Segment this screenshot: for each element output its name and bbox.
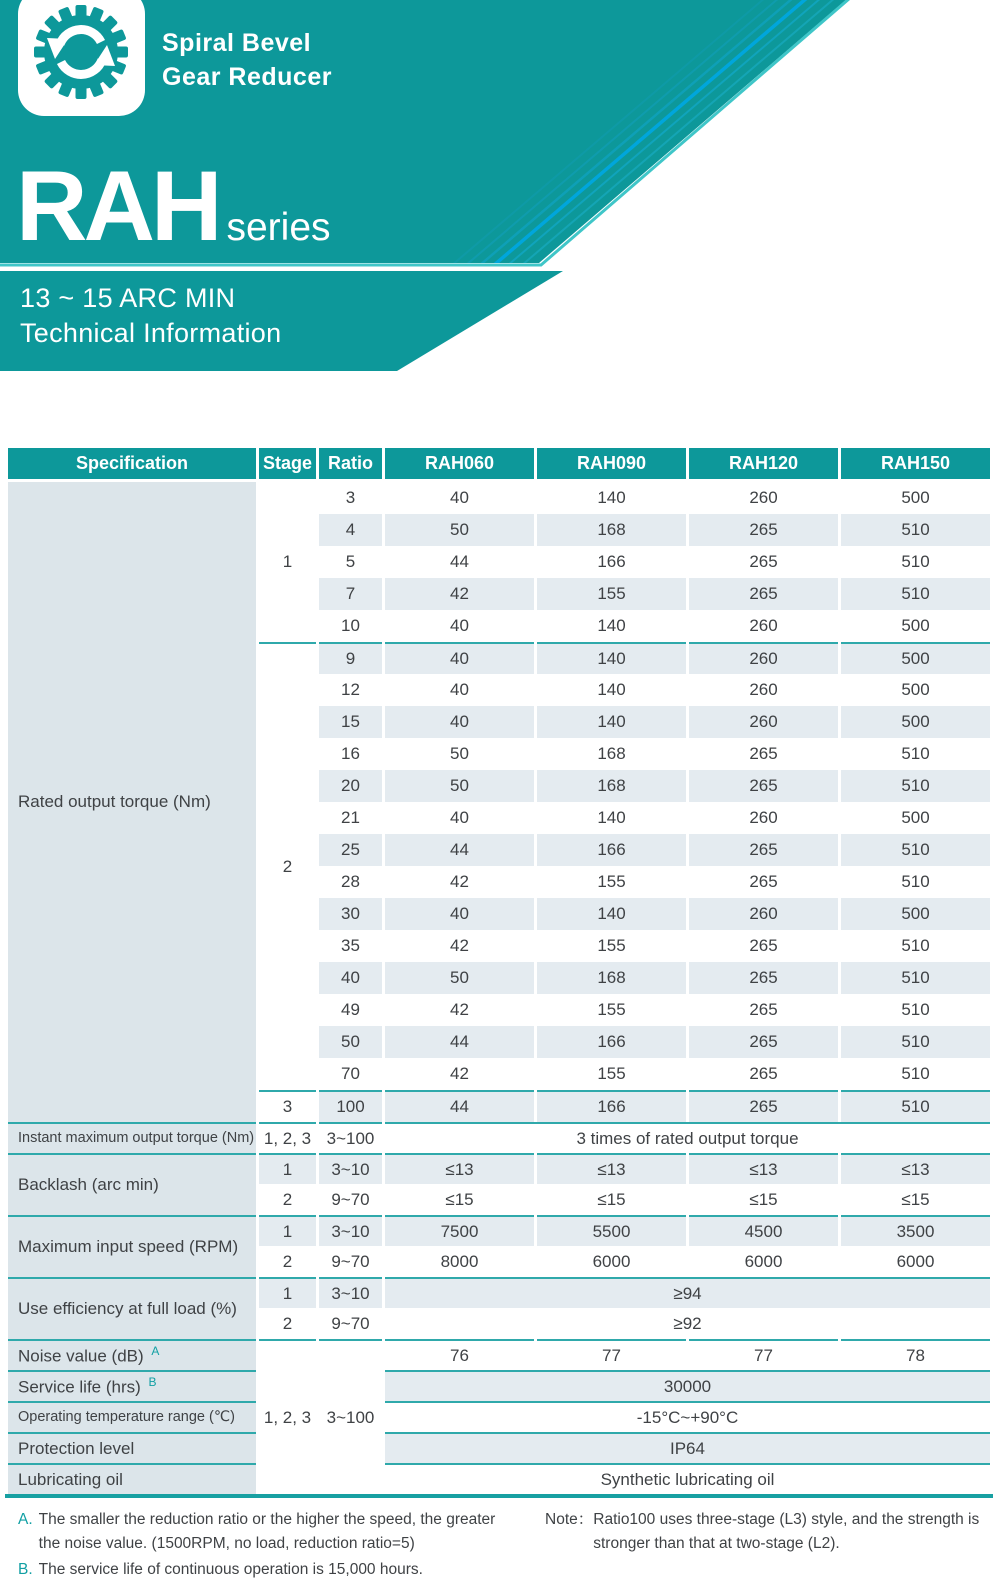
spec-noise: Noise value (dB) $^A$ <box>8 1339 256 1370</box>
value-cell: 265 <box>689 770 838 802</box>
header-rah150: RAH150 <box>841 448 990 482</box>
value-cell: 166 <box>537 546 686 578</box>
series-title <box>16 150 331 261</box>
header-specification: Specification <box>8 448 256 482</box>
header-stage: Stage <box>259 448 316 482</box>
ratio-cell: 28 <box>319 866 382 898</box>
value-cell: ≤13 <box>841 1153 990 1184</box>
value-cell-merged: ≥94 <box>385 1277 990 1308</box>
ratio-cell: 16 <box>319 738 382 770</box>
value-cell: 42 <box>385 994 534 1026</box>
value-cell: 510 <box>841 834 990 866</box>
footnote-b-marker: B. <box>18 1561 33 1578</box>
value-cell: ≤13 <box>537 1153 686 1184</box>
value-cell: 260 <box>689 706 838 738</box>
ratio-cell: 7 <box>319 578 382 610</box>
ratio-cell: 3~100 <box>319 1122 382 1153</box>
ratio-cell: 49 <box>319 994 382 1026</box>
footnote-a-text: The smaller the reduction ratio or the higher the speed, the greater the noise value. (1500RPM, no load, reduction ratio=5) <box>38 1511 496 1552</box>
spec-rated-output-torque: Rated output torque (Nm) <box>8 482 256 1122</box>
value-cell: 6000 <box>841 1246 990 1277</box>
value-cell: 500 <box>841 898 990 930</box>
stage-cell: 1 <box>259 1153 316 1184</box>
value-cell: 265 <box>689 866 838 898</box>
spec-operating: Operating temperature range (℃) <box>8 1401 256 1432</box>
banner-line2: Technical Information <box>20 318 282 348</box>
value-cell: 265 <box>689 578 838 610</box>
value-cell: 140 <box>537 802 686 834</box>
value-cell-merged: IP64 <box>385 1432 990 1463</box>
value-cell: 140 <box>537 610 686 642</box>
spec-max-input-speed: Maximum input speed (RPM) <box>8 1215 256 1277</box>
value-cell: 260 <box>689 642 838 674</box>
value-cell: 140 <box>537 482 686 514</box>
footnote-marker: A <box>151 1343 160 1358</box>
value-cell: 40 <box>385 802 534 834</box>
value-cell: 265 <box>689 962 838 994</box>
value-cell: 44 <box>385 1090 534 1122</box>
ratio-cell: 9 <box>319 642 382 674</box>
footnote-a-marker: A. <box>18 1511 33 1528</box>
value-cell: 40 <box>385 610 534 642</box>
spec-protection: Protection level <box>8 1432 256 1463</box>
ratio-cell: 3~10 <box>319 1153 382 1184</box>
value-cell: 44 <box>385 834 534 866</box>
brand-title <box>162 26 332 94</box>
value-cell-merged: 3 times of rated output torque <box>385 1122 990 1153</box>
stage-cell: 3 <box>259 1090 316 1122</box>
value-cell: 500 <box>841 642 990 674</box>
header-rah060: RAH060 <box>385 448 534 482</box>
value-cell: 500 <box>841 802 990 834</box>
value-cell: 166 <box>537 1090 686 1122</box>
footnote-note-text: Ratio100 uses three-stage (L3) style, and the strength is stronger than that at two-stage (L2). <box>593 1511 980 1552</box>
series-suffix: series <box>226 206 331 249</box>
header-ratio: Ratio <box>319 448 382 482</box>
header-rah120: RAH120 <box>689 448 838 482</box>
value-cell-merged: 30000 <box>385 1370 990 1401</box>
value-cell: 40 <box>385 674 534 706</box>
ratio-cell: 9~70 <box>319 1246 382 1277</box>
value-cell: 44 <box>385 546 534 578</box>
value-cell: 166 <box>537 834 686 866</box>
ratio-cell: 30 <box>319 898 382 930</box>
ratio-cell: 9~70 <box>319 1308 382 1339</box>
stage-cell: 2 <box>259 642 316 1090</box>
value-cell: 78 <box>841 1339 990 1370</box>
value-cell: 4500 <box>689 1215 838 1246</box>
ratio-cell: 3 <box>319 482 382 514</box>
value-cell: 265 <box>689 834 838 866</box>
value-cell: ≤13 <box>385 1153 534 1184</box>
footnote-marker: B <box>148 1374 157 1389</box>
value-cell: 7500 <box>385 1215 534 1246</box>
value-cell: 140 <box>537 898 686 930</box>
value-cell: 500 <box>841 482 990 514</box>
value-cell: 42 <box>385 578 534 610</box>
value-cell: 500 <box>841 674 990 706</box>
value-cell: 140 <box>537 642 686 674</box>
value-cell: 40 <box>385 482 534 514</box>
value-cell: 510 <box>841 514 990 546</box>
footnote-note <box>545 1508 997 1556</box>
value-cell: 155 <box>537 866 686 898</box>
ratio-cell: 3~10 <box>319 1277 382 1308</box>
value-cell: 5500 <box>537 1215 686 1246</box>
stage-cell: 2 <box>259 1184 316 1215</box>
stage-cell: 1 <box>259 1215 316 1246</box>
stage-cell: 2 <box>259 1246 316 1277</box>
ratio-cell: 10 <box>319 610 382 642</box>
value-cell: 510 <box>841 930 990 962</box>
spec-backlash: Backlash (arc min) <box>8 1153 256 1215</box>
hero-banner <box>0 0 1000 425</box>
value-cell: ≤15 <box>385 1184 534 1215</box>
value-cell: 265 <box>689 1026 838 1058</box>
ratio-cell: 21 <box>319 802 382 834</box>
value-cell: 40 <box>385 898 534 930</box>
value-cell: 50 <box>385 962 534 994</box>
value-cell: 260 <box>689 674 838 706</box>
spec-lubricating: Lubricating oil <box>8 1463 256 1494</box>
ratio-cell: 9~70 <box>319 1184 382 1215</box>
value-cell: 166 <box>537 1026 686 1058</box>
spec-instant-max-torque: Instant maximum output torque (Nm) <box>8 1122 256 1153</box>
value-cell: 168 <box>537 770 686 802</box>
value-cell: ≤15 <box>841 1184 990 1215</box>
value-cell: 155 <box>537 930 686 962</box>
value-cell: 3500 <box>841 1215 990 1246</box>
value-cell: 42 <box>385 930 534 962</box>
value-cell: 155 <box>537 994 686 1026</box>
value-cell: 510 <box>841 1090 990 1122</box>
value-cell: 155 <box>537 578 686 610</box>
stage-cell: 2 <box>259 1308 316 1339</box>
ratio-cell: 3~100 <box>319 1339 382 1494</box>
value-cell: ≤15 <box>689 1184 838 1215</box>
value-cell: 40 <box>385 706 534 738</box>
logo <box>18 0 145 116</box>
value-cell: 500 <box>841 706 990 738</box>
footnote-note-label: Note： <box>545 1511 594 1528</box>
value-cell-merged: Synthetic lubricating oil <box>385 1463 990 1494</box>
header-rah090: RAH090 <box>537 448 686 482</box>
footnote-b-text: The service life of continuous operation is 15,000 hours. <box>38 1561 423 1578</box>
value-cell: 510 <box>841 738 990 770</box>
value-cell: 510 <box>841 770 990 802</box>
value-cell: ≤15 <box>537 1184 686 1215</box>
sub-banner-text <box>20 281 281 351</box>
value-cell: 140 <box>537 674 686 706</box>
ratio-cell: 12 <box>319 674 382 706</box>
value-cell: 510 <box>841 578 990 610</box>
value-cell: 265 <box>689 1058 838 1090</box>
value-cell: ≤13 <box>689 1153 838 1184</box>
ratio-cell: 35 <box>319 930 382 962</box>
value-cell: 6000 <box>537 1246 686 1277</box>
value-cell: 265 <box>689 514 838 546</box>
value-cell: 50 <box>385 738 534 770</box>
value-cell: 510 <box>841 1026 990 1058</box>
value-cell: 500 <box>841 610 990 642</box>
value-cell: 77 <box>537 1339 686 1370</box>
value-cell: 265 <box>689 1090 838 1122</box>
ratio-cell: 4 <box>319 514 382 546</box>
value-cell: 510 <box>841 546 990 578</box>
value-cell: 8000 <box>385 1246 534 1277</box>
value-cell: 265 <box>689 546 838 578</box>
value-cell: 265 <box>689 930 838 962</box>
value-cell: 168 <box>537 962 686 994</box>
banner-line1: 13 ~ 15 ARC MIN <box>20 283 236 313</box>
stage-cell: 1, 2, 3 <box>259 1122 316 1153</box>
ratio-cell: 70 <box>319 1058 382 1090</box>
value-cell: 168 <box>537 514 686 546</box>
stage-cell: 1, 2, 3 <box>259 1339 316 1494</box>
value-cell: 510 <box>841 1058 990 1090</box>
value-cell: 260 <box>689 610 838 642</box>
value-cell: 510 <box>841 866 990 898</box>
value-cell: 168 <box>537 738 686 770</box>
value-cell: 77 <box>689 1339 838 1370</box>
ratio-cell: 100 <box>319 1090 382 1122</box>
ratio-cell: 25 <box>319 834 382 866</box>
footnote-b <box>18 1558 498 1580</box>
ratio-cell: 5 <box>319 546 382 578</box>
value-cell: 260 <box>689 482 838 514</box>
value-cell: 510 <box>841 994 990 1026</box>
ratio-cell: 20 <box>319 770 382 802</box>
brand-line1: Spiral Bevel <box>162 29 312 57</box>
ratio-cell: 3~10 <box>319 1215 382 1246</box>
ratio-cell: 50 <box>319 1026 382 1058</box>
value-cell: 140 <box>537 706 686 738</box>
gear-sync-icon <box>31 2 131 102</box>
spec-table <box>5 448 993 1498</box>
stage-cell: 1 <box>259 482 316 642</box>
brand-line2: Gear Reducer <box>162 63 332 91</box>
value-cell: 76 <box>385 1339 534 1370</box>
value-cell: 50 <box>385 770 534 802</box>
value-cell: 42 <box>385 1058 534 1090</box>
value-cell: 6000 <box>689 1246 838 1277</box>
value-cell: 44 <box>385 1026 534 1058</box>
ratio-cell: 40 <box>319 962 382 994</box>
value-cell: 265 <box>689 738 838 770</box>
footnote-a <box>18 1508 498 1556</box>
spec-efficiency: Use efficiency at full load (%) <box>8 1277 256 1339</box>
value-cell: 265 <box>689 994 838 1026</box>
series-name: RAH <box>16 150 219 261</box>
stage-cell: 1 <box>259 1277 316 1308</box>
value-cell: 42 <box>385 866 534 898</box>
value-cell-merged: -15°C~+90°C <box>385 1401 990 1432</box>
value-cell: 50 <box>385 514 534 546</box>
value-cell: 260 <box>689 898 838 930</box>
value-cell: 260 <box>689 802 838 834</box>
value-cell: 510 <box>841 962 990 994</box>
value-cell-merged: ≥92 <box>385 1308 990 1339</box>
ratio-cell: 15 <box>319 706 382 738</box>
value-cell: 155 <box>537 1058 686 1090</box>
value-cell: 40 <box>385 642 534 674</box>
spec-service: Service life (hrs) $^B$ <box>8 1370 256 1401</box>
